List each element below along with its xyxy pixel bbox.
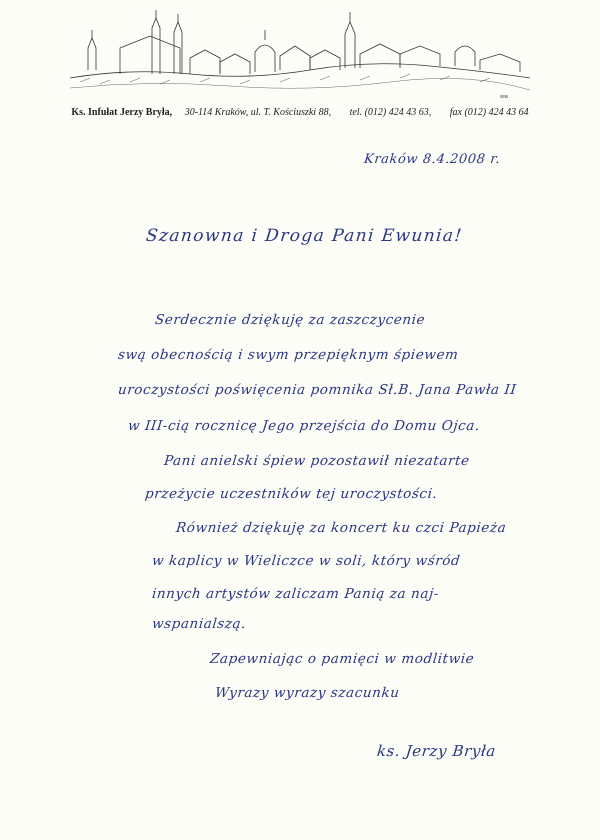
letter-line: przeżycie uczestników tej uroczystości. [144,486,439,502]
letter-signature: ks. Jerzy Bryła [376,742,497,760]
letter-line: Pani anielski śpiew pozostawił niezatarte [163,453,471,469]
letter-line: Serdecznie dziękuję za zaszczycenie [154,312,427,328]
letterhead-name: Ks. Infułat Jerzy Bryła, [71,107,173,118]
artist-signature: ww [500,94,509,100]
letter-line: w kaplicy w Wieliczce w soli, który wśród [151,553,462,569]
letter-line: wspanialszą. [151,616,247,632]
letterhead-fax: fax (012) 424 43 64 [449,107,529,118]
letter-line: uroczystości poświęcenia pomnika Sł.B. Jana Pawła II [117,382,518,398]
letterhead [0,107,600,118]
letter-line: Zapewniając o pamięci w modlitwie [209,651,476,667]
letter-date: Kraków 8.4.2008 r. [363,152,502,167]
letterhead-address: 30-114 Kraków, ul. T. Kościuszki 88, [184,107,332,118]
letter-line: w III-cią rocznicę Jego przejścia do Domu Ojca. [127,418,481,434]
letter-line: innych artystów zaliczam Panią za naj- [151,586,440,602]
letterhead-tel: tel. (012) 424 43 63, [349,107,432,118]
letter-greeting: Szanowna i Droga Pani Ewunia! [144,226,464,246]
letter-line: swą obecnością i swym przepięknym śpiewem [117,347,460,363]
letter-line: Wyrazy wyrazy szacunku [214,685,401,701]
letter-line: Również dziękuję za koncert ku czci Papieża [175,520,508,536]
letterhead-skyline-illustration [70,8,530,108]
